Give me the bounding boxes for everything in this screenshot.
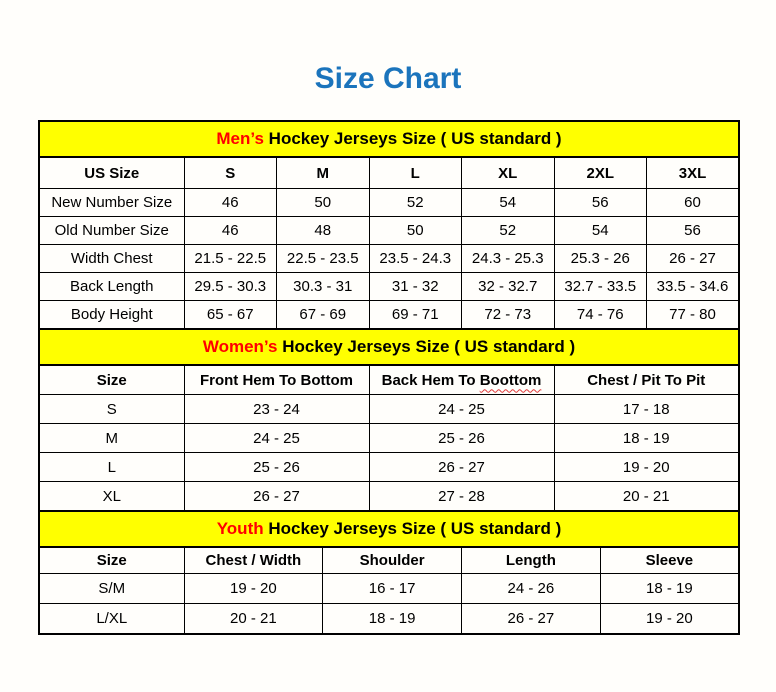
cell: 26 - 27 [184, 482, 369, 512]
womens-section-title [39, 329, 739, 365]
mens-section-band [39, 121, 739, 157]
cell: 18 - 19 [600, 574, 739, 604]
cell: 25 - 26 [184, 453, 369, 482]
table-row [39, 453, 739, 482]
cell: 19 - 20 [600, 604, 739, 635]
cell: 50 [369, 217, 462, 245]
womens-accent-text: Women’s [202, 337, 278, 356]
column-header: 2XL [554, 157, 647, 189]
column-header: XL [462, 157, 555, 189]
cell: 23 - 24 [184, 395, 369, 424]
column-header: Chest / Width [184, 547, 323, 574]
cell: 48 [277, 217, 370, 245]
column-header: Shoulder [323, 547, 462, 574]
column-header: Size [39, 547, 184, 574]
page-title: Size Chart [314, 62, 462, 95]
cell: 24.3 - 25.3 [462, 245, 555, 273]
mens-section-title [39, 121, 739, 157]
youth-section-title [39, 511, 739, 547]
cell: 18 - 19 [323, 604, 462, 635]
row-label: New Number Size [39, 189, 184, 217]
cell: 20 - 21 [184, 604, 323, 635]
table-row [39, 217, 739, 245]
column-header: Length [462, 547, 601, 574]
cell: 26 - 27 [369, 453, 554, 482]
cell: 18 - 19 [554, 424, 739, 453]
cell: 50 [277, 189, 370, 217]
column-header: L [369, 157, 462, 189]
table-row [39, 604, 739, 635]
mens-header-row [39, 157, 739, 189]
youth-section-band [39, 511, 739, 547]
womens-title-text: Hockey Jerseys Size ( US standard ) [282, 337, 576, 356]
cell: 21.5 - 22.5 [184, 245, 277, 273]
youth-title-text: Hockey Jerseys Size ( US standard ) [268, 519, 562, 538]
cell: 33.5 - 34.6 [647, 273, 740, 301]
cell: 56 [647, 217, 740, 245]
mens-accent-text: Men’s [216, 129, 264, 148]
cell: 56 [554, 189, 647, 217]
table-row [39, 424, 739, 453]
cell: 25.3 - 26 [554, 245, 647, 273]
youth-header-row [39, 547, 739, 574]
cell: 32.7 - 33.5 [554, 273, 647, 301]
cell: 24 - 25 [369, 395, 554, 424]
table-row [39, 245, 739, 273]
cell: 52 [369, 189, 462, 217]
cell: 30.3 - 31 [277, 273, 370, 301]
size-chart-container [38, 120, 738, 635]
table-row [39, 189, 739, 217]
column-header: Front Hem To Bottom [184, 365, 369, 395]
table-row [39, 301, 739, 330]
row-label: Width Chest [39, 245, 184, 273]
womens-header-row [39, 365, 739, 395]
cell: 52 [462, 217, 555, 245]
size-chart-table [38, 120, 740, 635]
row-label: L/XL [39, 604, 184, 635]
column-header: Size [39, 365, 184, 395]
column-header-text: Back Hem To [381, 371, 476, 389]
misspelled-word: Boottom [479, 371, 542, 389]
cell: 16 - 17 [323, 574, 462, 604]
cell: 17 - 18 [554, 395, 739, 424]
cell: 29.5 - 30.3 [184, 273, 277, 301]
column-header: 3XL [647, 157, 740, 189]
cell: 26 - 27 [647, 245, 740, 273]
cell: 77 - 80 [647, 301, 740, 330]
cell: 74 - 76 [554, 301, 647, 330]
cell: 27 - 28 [369, 482, 554, 512]
column-header [369, 365, 554, 395]
row-label: Body Height [39, 301, 184, 330]
row-label: S [39, 395, 184, 424]
column-header: Chest / Pit To Pit [554, 365, 739, 395]
cell: 67 - 69 [277, 301, 370, 330]
column-header: US Size [39, 157, 184, 189]
cell: 31 - 32 [369, 273, 462, 301]
column-header: S [184, 157, 277, 189]
cell: 60 [647, 189, 740, 217]
column-header: Sleeve [600, 547, 739, 574]
cell: 46 [184, 217, 277, 245]
table-row [39, 482, 739, 512]
cell: 24 - 25 [184, 424, 369, 453]
row-label: Back Length [39, 273, 184, 301]
cell: 46 [184, 189, 277, 217]
table-row [39, 273, 739, 301]
cell: 32 - 32.7 [462, 273, 555, 301]
mens-title-text: Hockey Jerseys Size ( US standard ) [268, 129, 562, 148]
cell: 25 - 26 [369, 424, 554, 453]
cell: 54 [554, 217, 647, 245]
cell: 54 [462, 189, 555, 217]
cell: 22.5 - 23.5 [277, 245, 370, 273]
row-label: S/M [39, 574, 184, 604]
table-row [39, 574, 739, 604]
row-label: M [39, 424, 184, 453]
cell: 19 - 20 [554, 453, 739, 482]
cell: 72 - 73 [462, 301, 555, 330]
cell: 65 - 67 [184, 301, 277, 330]
womens-section-band [39, 329, 739, 365]
cell: 20 - 21 [554, 482, 739, 512]
row-label: XL [39, 482, 184, 512]
cell: 24 - 26 [462, 574, 601, 604]
cell: 23.5 - 24.3 [369, 245, 462, 273]
row-label: Old Number Size [39, 217, 184, 245]
table-row [39, 395, 739, 424]
youth-accent-text: Youth [216, 519, 264, 538]
row-label: L [39, 453, 184, 482]
cell: 19 - 20 [184, 574, 323, 604]
column-header: M [277, 157, 370, 189]
cell: 26 - 27 [462, 604, 601, 635]
cell: 69 - 71 [369, 301, 462, 330]
